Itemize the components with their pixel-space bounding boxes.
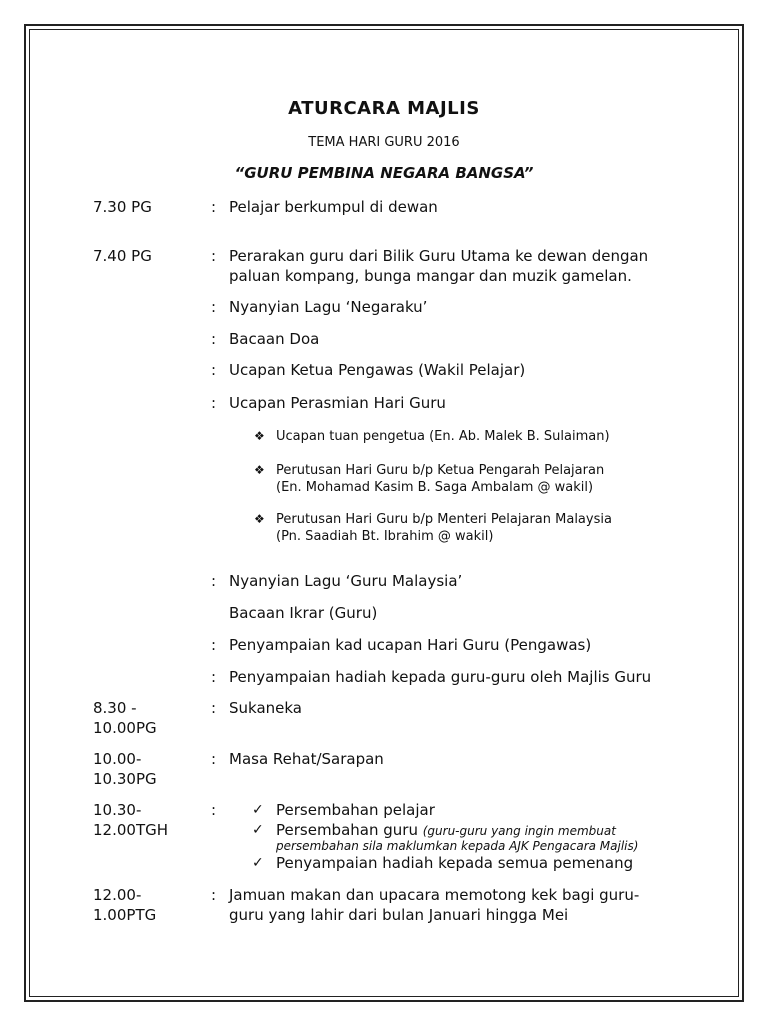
schedule-item-line: Jamuan makan dan upacara memotong kek bagi guru- bbox=[229, 886, 640, 904]
schedule-time: 1.00PTG bbox=[93, 906, 157, 924]
colon: : bbox=[211, 330, 217, 348]
activity-note: (guru-guru yang ingin membuat bbox=[422, 824, 616, 838]
schedule-item: Penyampaian hadiah kepada guru-guru oleh Majlis Guru bbox=[229, 668, 652, 686]
schedule-item-line: Perarakan guru dari Bilik Guru Utama ke dewan dengan bbox=[229, 247, 649, 265]
schedule-item: Masa Rehat/Sarapan bbox=[229, 750, 384, 768]
speech-text: (En. Mohamad Kasim B. Saga Ambalam @ wakil) bbox=[276, 480, 594, 495]
colon: : bbox=[211, 801, 217, 819]
speech-text: Ucapan tuan pengetua (En. Ab. Malek B. Sulaiman) bbox=[276, 429, 610, 444]
speech-text: (Pn. Saadiah Bt. Ibrahim @ wakil) bbox=[276, 529, 494, 544]
schedule-item: Sukaneka bbox=[229, 699, 302, 717]
colon: : bbox=[211, 361, 217, 379]
schedule-time: 10.00PG bbox=[93, 719, 157, 737]
schedule-time: 10.30PG bbox=[93, 770, 157, 788]
diamond-bullet-icon: ❖ bbox=[254, 429, 265, 443]
schedule-time: 12.00- bbox=[93, 886, 142, 904]
activity-text: Persembahan pelajar bbox=[276, 801, 435, 819]
schedule-item: Bacaan Doa bbox=[229, 330, 320, 348]
document-title: ATURCARA MAJLIS bbox=[288, 98, 480, 119]
diamond-bullet-icon: ❖ bbox=[254, 512, 265, 526]
colon: : bbox=[211, 247, 217, 265]
document-subtitle: TEMA HARI GURU 2016 bbox=[308, 135, 460, 150]
check-icon: ✓ bbox=[252, 802, 264, 818]
colon: : bbox=[211, 699, 217, 717]
schedule-time: 7.30 PG bbox=[93, 198, 152, 216]
diamond-bullet-icon: ❖ bbox=[254, 463, 265, 477]
colon: : bbox=[211, 394, 217, 412]
activity-text-wrap bbox=[276, 821, 696, 840]
colon: : bbox=[211, 668, 217, 686]
schedule-time: 10.30- bbox=[93, 801, 142, 819]
colon: : bbox=[211, 750, 217, 768]
activity-note-continued: persembahan sila maklumkan kepada AJK Pengacara Majlis) bbox=[276, 839, 639, 853]
schedule-item: Nyanyian Lagu ‘Negaraku’ bbox=[229, 298, 428, 316]
schedule-item-line: paluan kompang, bunga mangar dan muzik gamelan. bbox=[229, 267, 632, 285]
activity-text: Penyampaian hadiah kepada semua pemenang bbox=[276, 854, 634, 872]
schedule-item: Ucapan Ketua Pengawas (Wakil Pelajar) bbox=[229, 361, 526, 379]
speech-text: Perutusan Hari Guru b/p Ketua Pengarah Pelajaran bbox=[276, 463, 605, 478]
schedule-item: Penyampaian kad ucapan Hari Guru (Pengawas) bbox=[229, 636, 592, 654]
schedule-item: Ucapan Perasmian Hari Guru bbox=[229, 394, 446, 412]
schedule-item: Bacaan Ikrar (Guru) bbox=[229, 604, 378, 622]
schedule-time: 8.30 - bbox=[93, 699, 137, 717]
schedule-time: 7.40 PG bbox=[93, 247, 152, 265]
colon: : bbox=[211, 886, 217, 904]
theme-slogan: “GURU PEMBINA NEGARA BANGSA” bbox=[234, 164, 534, 182]
colon: : bbox=[211, 298, 217, 316]
colon: : bbox=[211, 198, 217, 216]
schedule-time: 12.00TGH bbox=[93, 821, 169, 839]
schedule-item: Nyanyian Lagu ‘Guru Malaysia’ bbox=[229, 572, 463, 590]
check-icon: ✓ bbox=[252, 855, 264, 871]
activity-text: Persembahan guru bbox=[276, 821, 418, 839]
schedule-item: Pelajar berkumpul di dewan bbox=[229, 198, 438, 216]
speech-text: Perutusan Hari Guru b/p Menteri Pelajaran Malaysia bbox=[276, 512, 612, 527]
check-icon: ✓ bbox=[252, 822, 264, 838]
schedule-time: 10.00- bbox=[93, 750, 142, 768]
colon: : bbox=[211, 572, 217, 590]
schedule-item-line: guru yang lahir dari bulan Januari hingga Mei bbox=[229, 906, 569, 924]
colon: : bbox=[211, 636, 217, 654]
